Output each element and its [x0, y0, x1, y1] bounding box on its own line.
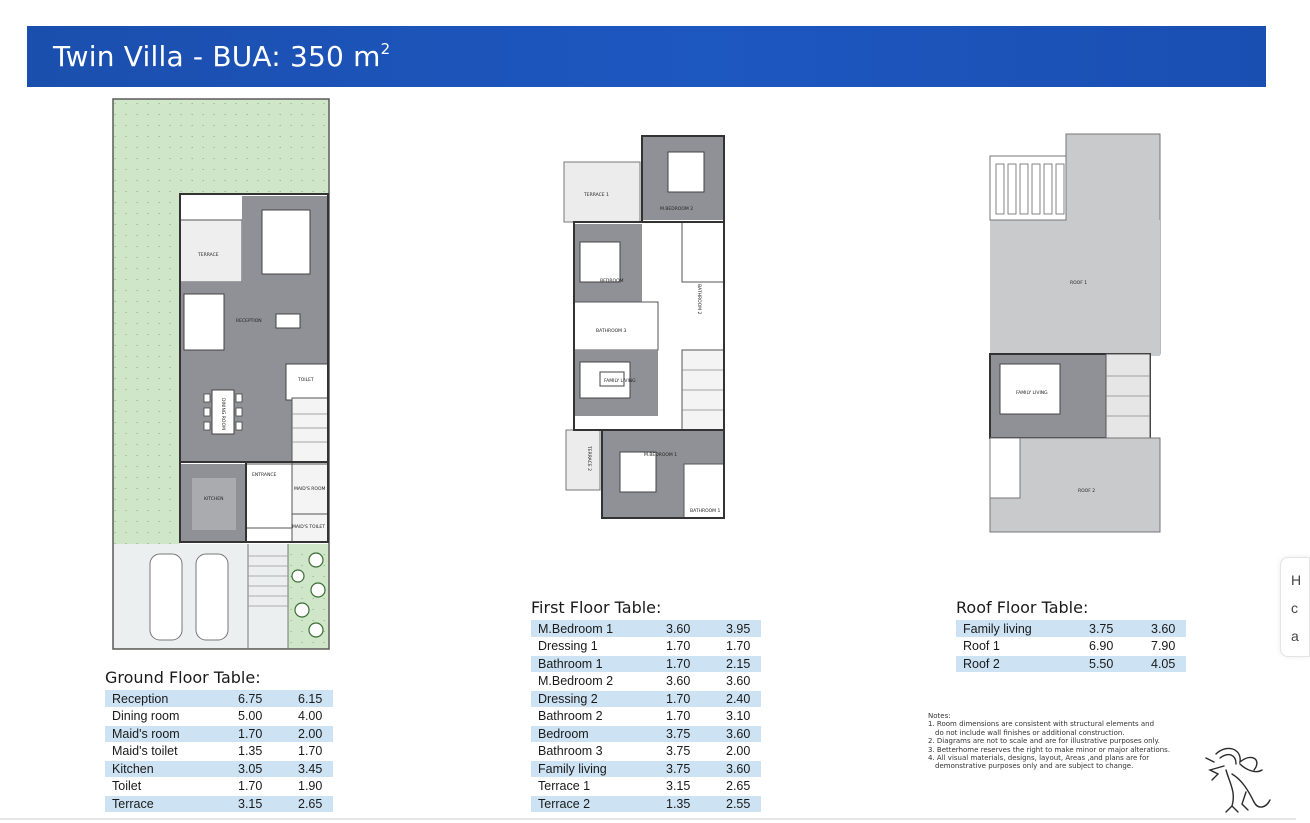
table-row: Toilet 1.70 1.90: [105, 778, 333, 796]
table-row: Dressing 2 1.70 2.40: [531, 690, 761, 708]
table-row: Roof 1 6.90 7.90: [956, 638, 1186, 656]
label-bathroom-3: BATHROOM 3: [596, 329, 627, 334]
ground-floor-plan: [112, 98, 332, 650]
table-row: M.Bedroom 2 3.60 3.60: [531, 673, 761, 691]
ground-floor-table-title: Ground Floor Table:: [105, 668, 261, 687]
note-line: 1. Room dimensions are consistent with structural elements and: [928, 720, 1155, 729]
label-terrace: TERRACE: [198, 253, 219, 258]
roof-floor-table: [956, 598, 1186, 673]
table-row: Dressing 1 1.70 1.70: [531, 638, 761, 656]
label-bathroom-2: BATHROOM 2: [696, 284, 701, 315]
label-dining-room: DINING ROOM: [220, 398, 225, 430]
first-floor-table: [531, 598, 761, 813]
title-banner: [27, 26, 1266, 87]
note-line: 2. Diagrams are not to scale and are for illustrative purposes only.: [928, 737, 1160, 746]
table-row: Bathroom 3 3.75 2.00: [531, 743, 761, 761]
table-row: M.Bedroom 1 3.60 3.95: [531, 620, 761, 638]
table-row: Terrace 3.15 2.65: [105, 795, 333, 813]
table-row: Bathroom 1 1.70 2.15: [531, 655, 761, 673]
label-kitchen: KITCHEN: [204, 497, 224, 502]
note-line: demonstrative purposes only and are subject to change.: [935, 762, 1134, 771]
note-line: do not include wall finishes or additional construction.: [935, 728, 1125, 737]
label-roof-family-living: FAMILY LIVING: [1016, 391, 1048, 396]
table-row: Terrace 1 3.15 2.65: [531, 778, 761, 796]
label-bedroom: BEDROOM: [600, 279, 624, 284]
label-maids-room: MAID'S ROOM: [294, 487, 326, 492]
table-row: Bathroom 2 1.70 3.10: [531, 708, 761, 726]
table-row: Kitchen 3.05 3.45: [105, 760, 333, 778]
notes: [928, 712, 1188, 771]
label-entrance: ENTRANCE: [252, 473, 277, 478]
side-tab-letter: a: [1291, 628, 1299, 644]
table-row: Maid's room 1.70 2.00: [105, 725, 333, 743]
note-line: 3. Betterhome reserves the right to make minor or major alterations.: [928, 745, 1171, 754]
table-row: Terrace 2 1.35 2.55: [531, 795, 761, 813]
label-terrace-1: TERRACE 1: [584, 193, 609, 198]
label-maids-toilet: MAID'S TOILET: [292, 525, 325, 530]
label-roof-1: ROOF 1: [1070, 281, 1088, 286]
side-chat-tab[interactable]: [1280, 557, 1310, 657]
table-row: Roof 2 5.50 4.05: [956, 655, 1186, 673]
first-floor-plan: [564, 134, 728, 522]
label-roof-2: ROOF 2: [1078, 489, 1096, 494]
notes-heading: Notes:: [928, 712, 951, 720]
ground-floor-table: [105, 668, 333, 813]
table-row: Family living 3.75 3.60: [956, 620, 1186, 638]
label-bathroom-1: BATHROOM 1: [690, 509, 721, 514]
table-row: Reception 6.75 6.15: [105, 690, 333, 708]
page-title: Twin Villa - BUA: 350 $m^2$: [53, 40, 391, 73]
table-row: Family living 3.75 3.60: [531, 760, 761, 778]
table-row: Dining room 5.00 4.00: [105, 708, 333, 726]
first-floor-table-title: First Floor Table:: [531, 598, 662, 617]
label-reception: RECEPTION: [236, 319, 262, 324]
griffin-logo-icon: [1196, 740, 1276, 818]
label-toilet: TOILET: [298, 378, 314, 383]
roof-floor-table-title: Roof Floor Table:: [956, 598, 1089, 617]
label-family-living: FAMILY LIVING: [604, 379, 636, 384]
side-tab-letter: c: [1291, 600, 1298, 616]
label-m-bedroom-1: M.BEDROOM 1: [644, 453, 678, 458]
bottom-divider: [0, 818, 1296, 820]
label-terrace-2: TERRACE 2: [586, 446, 591, 471]
table-row: Bedroom 3.75 3.60: [531, 725, 761, 743]
roof-floor-plan: [986, 132, 1164, 534]
side-tab-letter: H: [1291, 572, 1302, 588]
label-m-bedroom-2: M.BEDROOM 2: [660, 207, 694, 212]
table-row: Maid's toilet 1.35 1.70: [105, 743, 333, 761]
note-line: 4. All visual materials, designs, layout, Areas ,and plans are for: [928, 754, 1150, 763]
